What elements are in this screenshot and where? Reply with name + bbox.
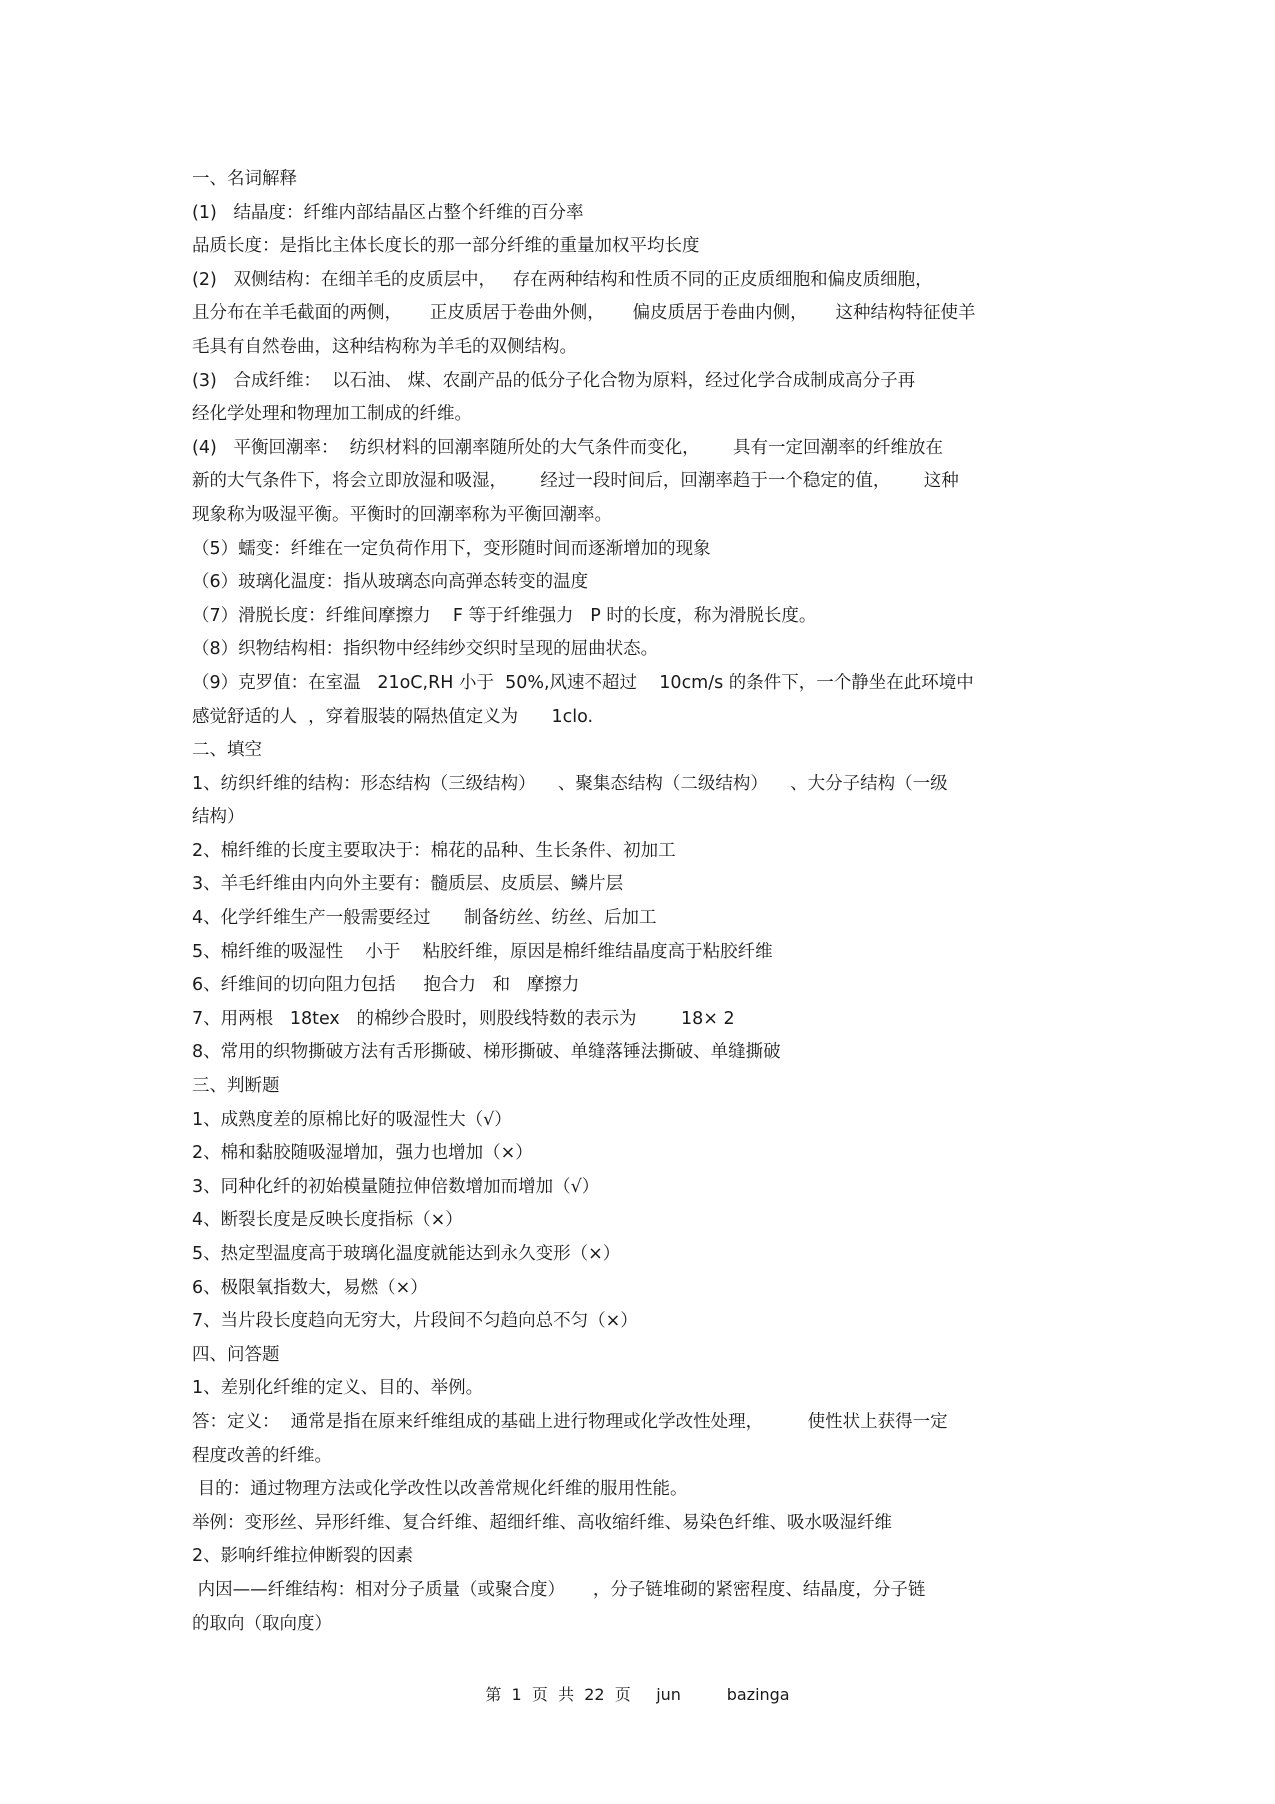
text-line: 感觉舒适的人 ，穿着服装的隔热值定义为 1clo. <box>192 706 594 727</box>
text-line: 2、棉纤维的长度主要取决于：棉花的品种、生长条件、初加工 <box>192 840 676 861</box>
text-line: 二、填空 <box>192 740 262 761</box>
text-line: 现象称为吸湿平衡。平衡时的回潮率称为平衡回潮率。 <box>192 504 612 525</box>
text-line: 2、棉和黏胶随吸湿增加，强力也增加（×） <box>192 1143 533 1164</box>
text-line: 2、影响纤维拉伸断裂的因素 <box>192 1546 414 1567</box>
text-line: 6、纤维间的切向阻力包括 抱合力 和 摩擦力 <box>192 975 580 996</box>
text-line: 三、判断题 <box>192 1076 280 1097</box>
text-line: （9）克罗值：在室温 21oC,RH 小于 50%,风速不超过 10cm/s 的条件下，一个静坐在此环境中 <box>192 672 974 693</box>
text-line: （7）滑脱长度：纤维间摩擦力 F 等于纤维强力 P 时的长度，称为滑脱长度。 <box>192 605 817 626</box>
text-line: 毛具有自然卷曲，这种结构称为羊毛的双侧结构。 <box>192 336 577 357</box>
document-body <box>192 163 1092 1641</box>
text-line: 一、名词解释 <box>192 169 297 189</box>
text-line: 目的：通过物理方法或化学改性以改善常规化纤维的服用性能。 <box>192 1479 688 1500</box>
text-line: 4、化学纤维生产一般需要经过 制备纺丝、纺丝、后加工 <box>192 908 657 929</box>
text-line: 3、同种化纤的初始模量随拉伸倍数增加而增加（√） <box>192 1176 600 1197</box>
text-line: 新的大气条件下，将会立即放湿和吸湿， 经过一段时间后，回潮率趋于一个稳定的值， 这种 <box>192 471 959 492</box>
text-line: 经化学处理和物理加工制成的纤维。 <box>192 404 472 425</box>
text-line: 的取向（取向度） <box>192 1613 332 1634</box>
text-line: (4) 平衡回潮率： 纺织材料的回潮率随所处的大气条件而变化， 具有一定回潮率的纤维放在 <box>192 437 943 458</box>
text-line: (3) 合成纤维： 以石油、 煤、农副产品的低分子化合物为原料，经过化学合成制成高分子再 <box>192 370 916 391</box>
text-line: 3、羊毛纤维由内向外主要有：髓质层、皮质层、鳞片层 <box>192 874 624 895</box>
text-line: 且分布在羊毛截面的两侧， 正皮质居于卷曲外侧， 偏皮质居于卷曲内侧， 这种结构特征使羊 <box>192 303 976 324</box>
text-line: 6、极限氧指数大，易燃（×） <box>192 1277 428 1298</box>
text-line: 8、常用的织物撕破方法有舌形撕破、梯形撕破、单缝落锤法撕破、单缝撕破 <box>192 1042 781 1063</box>
text-line: 举例：变形丝、异形纤维、复合纤维、超细纤维、高收缩纤维、易染色纤维、吸水吸湿纤维 <box>192 1512 892 1533</box>
text-line: 程度改善的纤维。 <box>192 1445 332 1466</box>
text-line: 答：定义： 通常是指在原来纤维组成的基础上进行物理或化学改性处理， 使性状上获得一定 <box>192 1411 948 1432</box>
text-line: (1) 结晶度：纤维内部结晶区占整个纤维的百分率 <box>192 202 584 223</box>
text-line: （8）织物结构相：指织物中经纬纱交织时呈现的屈曲状态。 <box>192 639 659 660</box>
text-line: 1、成熟度差的原棉比好的吸湿性大（√） <box>192 1109 512 1130</box>
text-line: 结构） <box>192 807 245 828</box>
text-line: 7、当片段长度趋向无穷大，片段间不匀趋向总不匀（×） <box>192 1311 638 1332</box>
text-line: 品质长度：是指比主体长度长的那一部分纤维的重量加权平均长度 <box>192 236 700 257</box>
page-footer: 第 1 页 共 22 页 jun bazinga <box>485 1685 790 1704</box>
text-line: 5、热定型温度高于玻璃化温度就能达到永久变形（×） <box>192 1244 621 1264</box>
text-line: 4、断裂长度是反映长度指标（×） <box>192 1210 463 1231</box>
text-line: 内因——纤维结构：相对分子质量（或聚合度） ，分子链堆砌的紧密程度、结晶度，分子链 <box>192 1579 926 1600</box>
text-line: （5）蠕变：纤维在一定负荷作用下，变形随时间而逐渐增加的现象 <box>192 538 711 559</box>
text-line: 1、纺织纤维的结构：形态结构（三级结构） 、聚集态结构（二级结构） 、大分子结构（一级 <box>192 773 948 794</box>
text-line: 5、棉纤维的吸湿性 小于 粘胶纤维，原因是棉纤维结晶度高于粘胶纤维 <box>192 941 773 962</box>
text-line: 1、差别化纤维的定义、目的、举例。 <box>192 1378 484 1399</box>
text-line: 四、问答题 <box>192 1344 280 1365</box>
text-line: （6）玻璃化温度：指从玻璃态向高弹态转变的温度 <box>192 572 589 593</box>
text-line: 7、用两根 18tex 的棉纱合股时，则股线特数的表示为 18× 2 <box>192 1008 735 1029</box>
text-line: (2) 双侧结构：在细羊毛的皮质层中， 存在两种结构和性质不同的正皮质细胞和偏皮质细胞， <box>192 269 933 290</box>
